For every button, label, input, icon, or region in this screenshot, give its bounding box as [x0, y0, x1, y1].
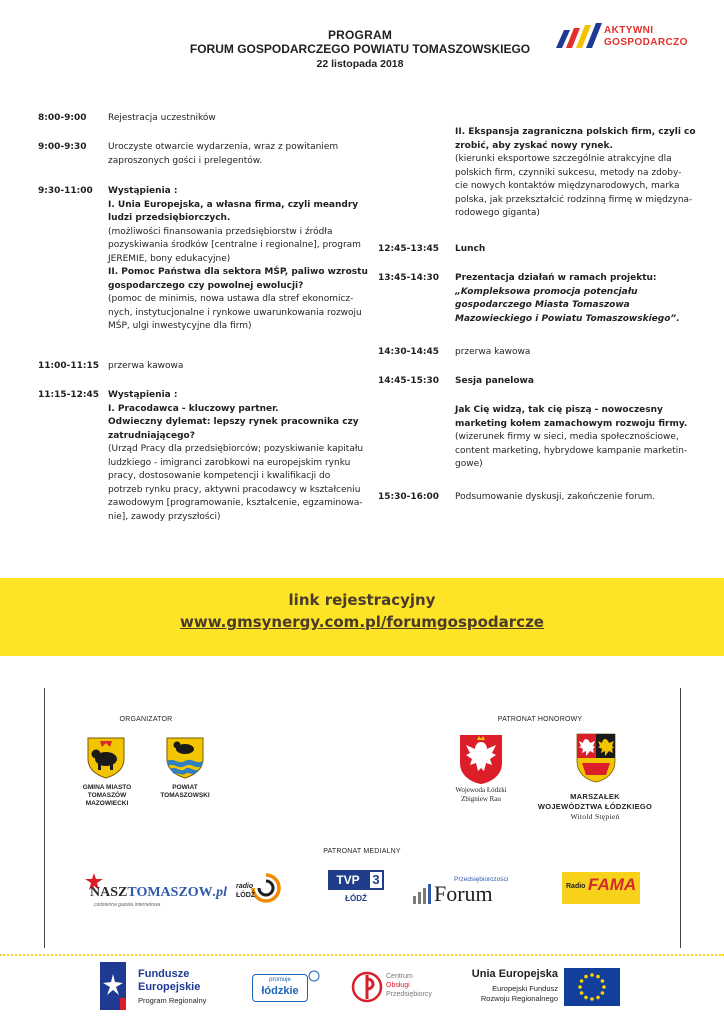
- time-slot: 9:30-11:00: [38, 186, 93, 196]
- radio-lodz-logo: radio ŁÓDŹ: [236, 872, 282, 906]
- aktywni-gospodarczo-logo: [556, 22, 706, 52]
- registration-label: link rejestracyjny: [288, 591, 436, 609]
- program-title: PROGRAM: [327, 28, 393, 42]
- schedule-item: Prezentacja działań w ramach projektu: „Kompleksowa promocja potencjału gospodarczego Miasta Tomaszowa Mazowieckiego i Powiatu Tomaszowskiego”.: [455, 273, 680, 324]
- fe-star-icon: [100, 962, 130, 1010]
- frame-line-left: [44, 688, 45, 948]
- forum-przedsiebiorczosci-logo: Przedsiębiorczości Forum: [412, 876, 522, 908]
- fundusze-europejskie-logo: Fundusze Europejskie Program Regionalny: [100, 962, 226, 1010]
- organizer-label: ORGANIZATOR: [119, 716, 173, 723]
- tvp-box: TVP: [328, 870, 368, 890]
- lodzkie-voivodeship-coat-of-arms-icon: [576, 733, 616, 783]
- schedule-item: Sesja panelowa: [455, 376, 534, 386]
- polish-eagle-coat-of-arms-icon: [458, 733, 504, 785]
- lodzkie-badge-icon: [308, 970, 320, 982]
- honorary-label: PATRONAT HONOROWY: [497, 716, 583, 723]
- nasztomaszow-tagline: codzienna gazeta internetowa: [94, 902, 161, 908]
- nasz-text: NASZ: [90, 885, 128, 900]
- schedule-item: II. Ekspansja zagraniczna polskich firm, czyli co zrobić, aby zyskać nowy rynek. (kierunki eksportowe szczególnie atrakcyjne dla polskich firm, czynniki sukcesu, metody na zdoby- cie nowych kontaktów międzynarodowych, marka polska, jak przekształcić rodzinną firmę w międzyna- rodowego giganta): [455, 127, 696, 218]
- bar-chart-icon: [412, 884, 432, 904]
- marszalek-caption: MARSZAŁEK WOJEWÓDZTWA ŁÓDZKIEGO Witold Stępień: [537, 792, 653, 821]
- powiat-coat-of-arms-icon: [164, 735, 206, 779]
- time-slot: 9:00-9:30: [38, 142, 87, 152]
- time-slot: 11:15-12:45: [38, 390, 100, 400]
- time-slot: 14:45-15:30: [378, 376, 440, 386]
- eu-flag-icon: [564, 968, 620, 1006]
- time-slot: 13:45-14:30: [378, 273, 440, 283]
- tvp3-lodz-logo: TVP 3 ŁÓDŹ: [328, 870, 384, 910]
- time-slot: 15:30-16:00: [378, 492, 440, 502]
- tvp-number-box: 3: [368, 870, 384, 890]
- brand-line-2: GOSPODARCZO: [604, 37, 688, 48]
- centrum-obslugi-przedsiebiorcy-logo: Centrum Obsługi Przedsiębiorcy: [350, 970, 440, 1006]
- media-patron-label: PATRONAT MEDIALNY: [323, 848, 401, 855]
- frame-line-right: [680, 688, 681, 948]
- organizer-gmina-caption: GMINA MIASTO TOMASZÓW MAZOWIECKI: [82, 784, 132, 807]
- nasztomaszow-logo: NASZTOMASZOW.pl codzienna gazeta internetowa: [82, 872, 208, 908]
- schedule-item: Podsumowanie dyskusji, zakończenie forum.: [455, 492, 656, 502]
- brand-line-1: AKTYWNI: [604, 25, 654, 36]
- time-slot: 14:30-14:45: [378, 347, 440, 357]
- cop-circle-icon: [350, 970, 384, 1004]
- schedule-item: Lunch: [455, 244, 486, 254]
- radio-fama-logo: Radio FAMA: [562, 872, 640, 904]
- schedule-item: Jak Cię widzą, tak cię piszą - nowoczesny marketing kołem zamachowym rozwoju firmy. (wizerunek firmy w sieci, media społecznościowe, content marketing, hybrydowe kampanie marketin- gowe): [455, 405, 688, 469]
- schedule-item: przerwa kawowa: [108, 361, 184, 371]
- tomaszow-text: TOMASZOW: [127, 885, 213, 900]
- time-slot: 8:00-9:00: [38, 113, 87, 123]
- schedule-item: Rejestracja uczestników: [108, 113, 216, 123]
- program-header: [150, 28, 570, 71]
- footer-separator: [0, 954, 724, 956]
- registration-link[interactable]: www.gmsynergy.com.pl/forumgospodarcze: [180, 613, 544, 631]
- schedule-item: Wystąpienia : I. Unia Europejska, a własna firma, czyli meandry ludzi przedsiębiorczych. (możliwości finansowania przedsiębiorstw i źródła pozyskiwania środków [centralne i regionalne], program JEREMIE, bony edukacyjne) II. Pomoc Państwa dla sektora MŚP, paliwo wzrostu gospodarczego czy powolnej ewolucji? (pomoc de minimis, nowa ustawa dla stref ekonomicz- nych, instytucjonalne i rynkowe uwarunkowania rozwoju MŚP, ulgi inwestycyjne dla firm): [108, 186, 368, 331]
- time-slot: 12:45-13:45: [378, 244, 440, 254]
- organizer-powiat-caption: POWIAT TOMASZOWSKI: [160, 784, 210, 799]
- program-subtitle: FORUM GOSPODARCZEGO POWIATU TOMASZOWSKIEGO: [189, 42, 531, 56]
- schedule-item: Uroczyste otwarcie wydarzenia, wraz z powitaniem zaproszonych gości i prelegentów.: [108, 142, 339, 166]
- unia-europejska-text: Unia Europejska Europejski Fundusz Rozwoju Regionalnego: [471, 968, 558, 1003]
- schedule-item: Wystąpienia : I. Pracodawca - kluczowy partner. Odwieczny dylemat: lepszy rynek pracownika czy zatrudniającego? (Urząd Pracy dla przedsiębiorców; pozyskiwanie kapitału ludzkiego - imigranci zarobkowi na europejskim rynku pracy, dostosowanie kompetencji i kwalifikacji do potrzeb rynku pracy, aktywni pracodawcy w kształceniu zawodowym [programowanie, kształcenie, egzaminowa- nie], zawody przyszłości): [108, 390, 364, 522]
- promuje-lodzkie-logo: promuje łódzkie: [252, 970, 320, 1004]
- tomaszow-city-coat-of-arms-icon: [84, 735, 128, 779]
- program-date: 22 listopada 2018: [316, 58, 404, 70]
- time-slot: 11:00-11:15: [38, 361, 100, 371]
- radio-waves-icon: [250, 872, 282, 904]
- schedule-item: przerwa kawowa: [455, 347, 531, 357]
- brand-mark-icon: [556, 22, 602, 50]
- wojewoda-caption: Wojewoda Łódzki Zbigniew Rau: [455, 786, 507, 803]
